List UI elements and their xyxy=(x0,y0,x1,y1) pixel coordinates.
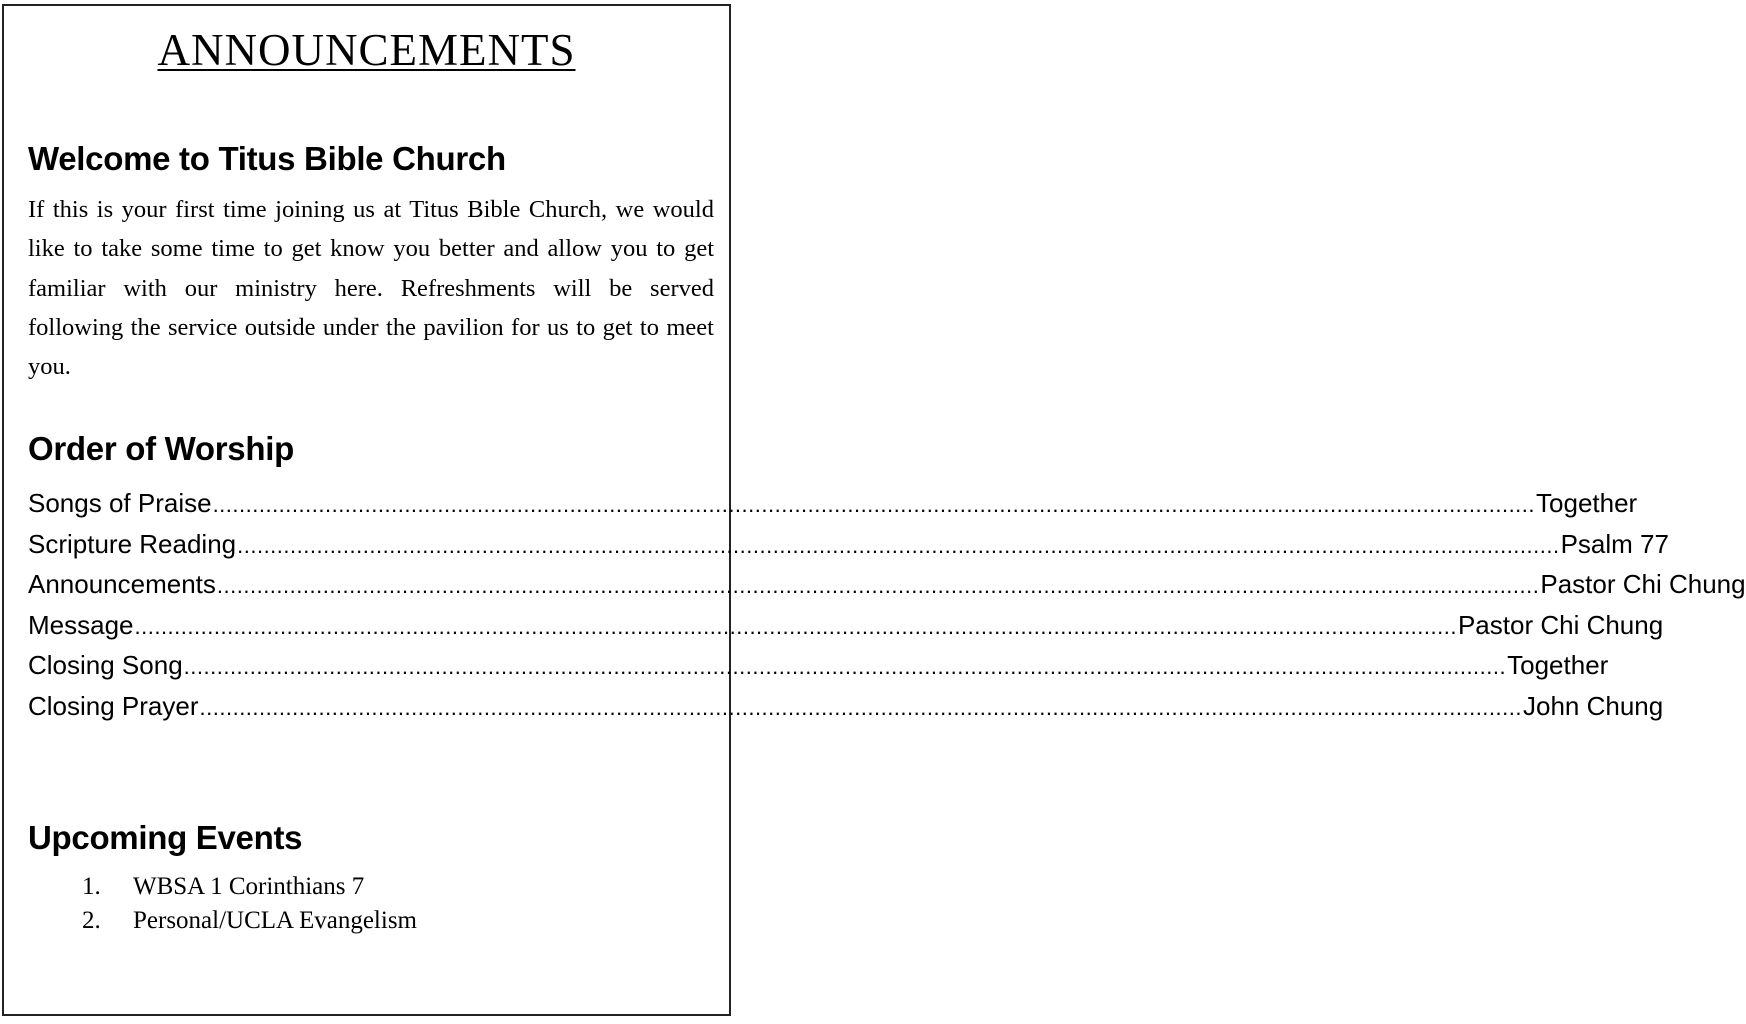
worship-item-part: Message xyxy=(28,609,134,640)
dot-leader: ........................................................................................................................................................................................................ xyxy=(199,694,1522,720)
worship-item-leader: Psalm 77 xyxy=(1560,528,1669,559)
event-text: WBSA 1 Corinthians 7 xyxy=(133,873,365,900)
dot-leader: ........................................................................................................................................................................................................ xyxy=(212,492,1536,517)
page-title-text: ANNOUNCEMENTS xyxy=(157,25,576,75)
welcome-paragraph: If this is your first time joining us at Titus Bible Church, we would like to take some time to get know you better and allow you to get familiar with our ministry here. Refreshments will be served following the service outside under the pavilion for us to get to meet you. xyxy=(28,196,714,381)
order-of-worship-list xyxy=(28,484,1746,728)
worship-item xyxy=(28,646,1609,687)
dot-leader: ........................................................................................................................................................................................................ xyxy=(134,613,1457,639)
worship-item xyxy=(28,565,1746,606)
worship-item xyxy=(28,484,1638,525)
event-number: 2. xyxy=(82,907,101,934)
worship-item-leader: Pastor Chi Chung xyxy=(1457,609,1664,640)
worship-item-part: Closing Song xyxy=(28,650,183,681)
page-title xyxy=(4,24,729,76)
worship-item-part: Songs of Praise xyxy=(28,488,212,518)
dot-leader: ........................................................................................................................................................................................................ xyxy=(237,532,1560,558)
dot-leader: ........................................................................................................................................................................................................ xyxy=(183,654,1507,680)
event-item xyxy=(82,870,417,904)
worship-item-leader: John Chung xyxy=(1522,690,1664,721)
event-item xyxy=(82,904,417,938)
event-text: Personal/UCLA Evangelism xyxy=(133,907,417,934)
order-of-worship-heading: Order of Worship xyxy=(28,430,294,467)
worship-item-leader: Pastor Chi Chung xyxy=(1540,569,1746,600)
worship-item-leader: Together xyxy=(1536,488,1638,518)
worship-item xyxy=(28,687,1664,728)
worship-item xyxy=(28,606,1664,647)
worship-item-leader: Together xyxy=(1507,650,1609,681)
welcome-heading: Welcome to Titus Bible Church xyxy=(28,140,506,177)
dot-leader: ........................................................................................................................................................................................................ xyxy=(216,573,1540,599)
worship-item-part: Scripture Reading xyxy=(28,528,237,559)
announcements-page xyxy=(2,4,1746,1016)
event-number: 1. xyxy=(82,873,101,900)
worship-item xyxy=(28,525,1669,566)
upcoming-events-list xyxy=(82,870,417,938)
worship-item-part: Closing Prayer xyxy=(28,690,199,721)
worship-item-part: Announcements xyxy=(28,569,216,600)
upcoming-events-heading: Upcoming Events xyxy=(28,819,303,856)
